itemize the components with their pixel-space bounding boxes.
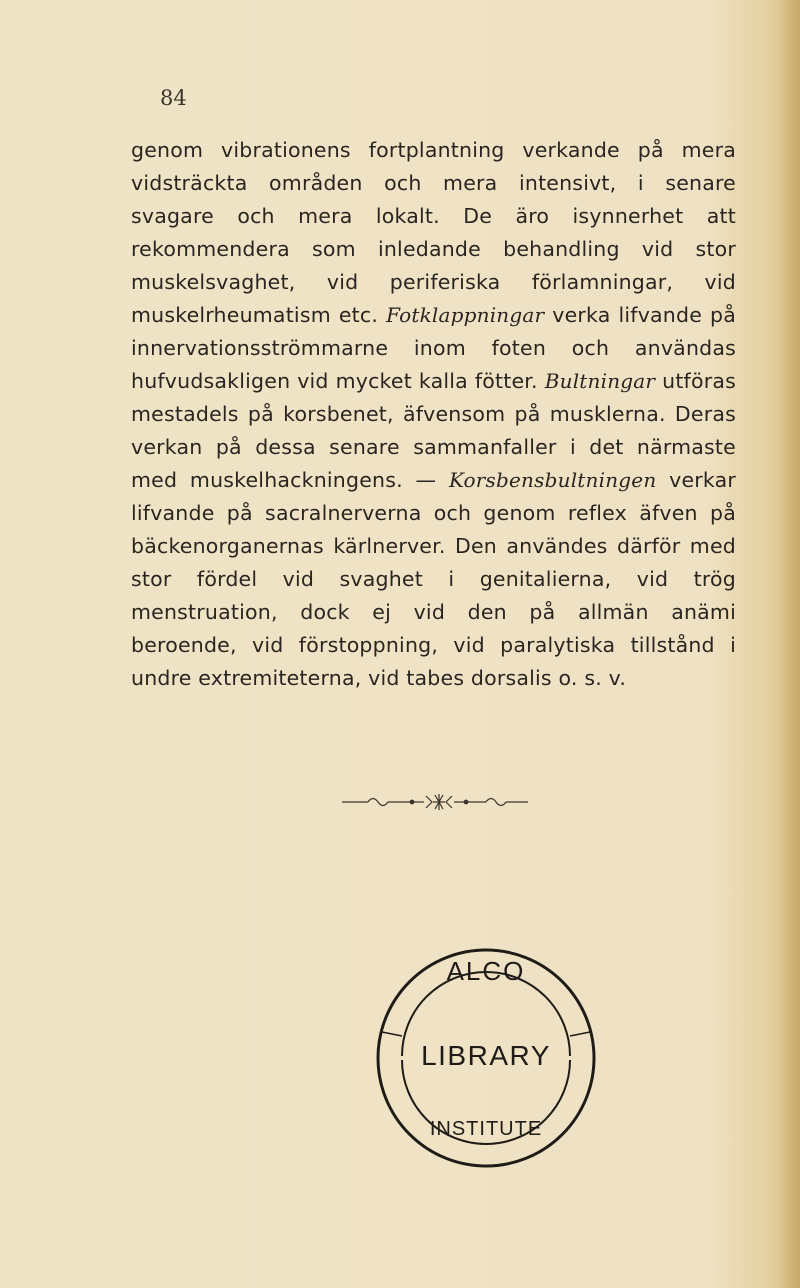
term-bultningar: Bultningar <box>544 369 656 393</box>
stamp-middle-text: LIBRARY <box>421 1040 551 1071</box>
ornament-divider <box>340 792 530 812</box>
text-run: utföras mestadels på korsbenet, äfvensom på musklerna. Deras verkan på dessa senare sammanfaller i det närmaste med muskelhackningens. — <box>131 369 736 492</box>
page-edge-shadow <box>778 0 800 1288</box>
text-run: genom vibrationens fortplantning verkande på mera vidsträckta områden och mera intensivt, i senare svagare och mera lokalt. De äro isynnerhet att rekommendera som inledande behandling vid stor muskelsvaghet, vid periferiska förlamningar, vid muskelrheumatism etc. <box>131 138 736 327</box>
stamp-bottom-text: INSTITUTE <box>429 1118 543 1140</box>
term-fotklappningar: Fotklappningar <box>386 303 545 327</box>
body-text <box>131 134 736 695</box>
text-run: verkar lifvande på sacralnerverna och genom reflex äfven på bäckenorganernas kärlnerver. Den användes därför med stor fördel vid svaghet i genitalierna, vid trög menstruation, dock ej vid den på allmän anämi beroende, vid förstoppning, vid paralytiska tillstånd i undre extremiteterna, vid tabes dorsalis o. s. v. <box>131 468 737 690</box>
text-run: verka lifvande på innervationsströmmarne inom foten och användas hufvudsakligen vid mycket kalla fötter. <box>131 303 736 393</box>
page-number: 84 <box>160 86 187 110</box>
paragraph <box>131 134 736 695</box>
stamp-top-text: ALCO <box>446 956 526 986</box>
library-stamp-text <box>368 942 604 1174</box>
term-korsbensbultningen: Korsbensbultningen <box>448 468 657 492</box>
